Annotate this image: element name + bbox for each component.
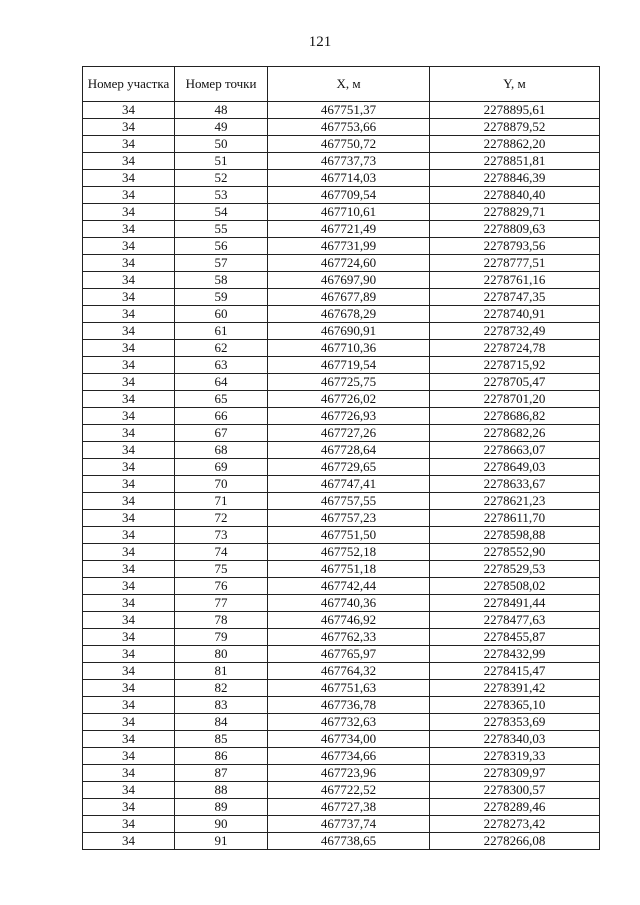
cell-plot-number: 34 <box>83 119 175 136</box>
cell-y-coordinate: 2278477,63 <box>430 612 600 629</box>
cell-x-coordinate: 467764,32 <box>268 663 430 680</box>
cell-plot-number: 34 <box>83 459 175 476</box>
cell-y-coordinate: 2278300,57 <box>430 782 600 799</box>
cell-y-coordinate: 2278289,46 <box>430 799 600 816</box>
table-row <box>83 663 600 680</box>
header-plot-number: Номер участка <box>83 67 175 102</box>
cell-plot-number: 34 <box>83 833 175 850</box>
table-row <box>83 153 600 170</box>
cell-point-number: 82 <box>175 680 268 697</box>
cell-y-coordinate: 2278851,81 <box>430 153 600 170</box>
table-row <box>83 102 600 119</box>
cell-y-coordinate: 2278391,42 <box>430 680 600 697</box>
cell-y-coordinate: 2278829,71 <box>430 204 600 221</box>
cell-y-coordinate: 2278432,99 <box>430 646 600 663</box>
cell-point-number: 69 <box>175 459 268 476</box>
cell-x-coordinate: 467724,60 <box>268 255 430 272</box>
cell-plot-number: 34 <box>83 510 175 527</box>
cell-plot-number: 34 <box>83 255 175 272</box>
cell-point-number: 77 <box>175 595 268 612</box>
cell-y-coordinate: 2278682,26 <box>430 425 600 442</box>
cell-plot-number: 34 <box>83 408 175 425</box>
cell-x-coordinate: 467677,89 <box>268 289 430 306</box>
cell-point-number: 79 <box>175 629 268 646</box>
cell-x-coordinate: 467732,63 <box>268 714 430 731</box>
cell-y-coordinate: 2278633,67 <box>430 476 600 493</box>
cell-y-coordinate: 2278649,03 <box>430 459 600 476</box>
cell-y-coordinate: 2278455,87 <box>430 629 600 646</box>
table-row <box>83 187 600 204</box>
cell-point-number: 87 <box>175 765 268 782</box>
cell-point-number: 65 <box>175 391 268 408</box>
cell-y-coordinate: 2278895,61 <box>430 102 600 119</box>
cell-point-number: 85 <box>175 731 268 748</box>
cell-y-coordinate: 2278309,97 <box>430 765 600 782</box>
cell-x-coordinate: 467765,97 <box>268 646 430 663</box>
cell-x-coordinate: 467721,49 <box>268 221 430 238</box>
cell-plot-number: 34 <box>83 476 175 493</box>
table-row <box>83 799 600 816</box>
cell-point-number: 80 <box>175 646 268 663</box>
table-row <box>83 493 600 510</box>
cell-x-coordinate: 467714,03 <box>268 170 430 187</box>
cell-point-number: 67 <box>175 425 268 442</box>
cell-y-coordinate: 2278340,03 <box>430 731 600 748</box>
cell-y-coordinate: 2278715,92 <box>430 357 600 374</box>
table-row <box>83 340 600 357</box>
header-x-coordinate: X, м <box>268 67 430 102</box>
cell-x-coordinate: 467731,99 <box>268 238 430 255</box>
cell-point-number: 88 <box>175 782 268 799</box>
table-row <box>83 731 600 748</box>
cell-point-number: 72 <box>175 510 268 527</box>
cell-plot-number: 34 <box>83 323 175 340</box>
cell-point-number: 53 <box>175 187 268 204</box>
table-row <box>83 442 600 459</box>
table-row <box>83 476 600 493</box>
cell-x-coordinate: 467751,37 <box>268 102 430 119</box>
cell-point-number: 57 <box>175 255 268 272</box>
cell-point-number: 62 <box>175 340 268 357</box>
cell-y-coordinate: 2278732,49 <box>430 323 600 340</box>
cell-plot-number: 34 <box>83 306 175 323</box>
table-row <box>83 119 600 136</box>
cell-x-coordinate: 467710,61 <box>268 204 430 221</box>
coordinates-table <box>82 66 600 850</box>
cell-plot-number: 34 <box>83 221 175 238</box>
header-y-coordinate: Y, м <box>430 67 600 102</box>
cell-x-coordinate: 467740,36 <box>268 595 430 612</box>
cell-y-coordinate: 2278529,53 <box>430 561 600 578</box>
cell-point-number: 91 <box>175 833 268 850</box>
cell-x-coordinate: 467751,50 <box>268 527 430 544</box>
cell-plot-number: 34 <box>83 680 175 697</box>
cell-point-number: 61 <box>175 323 268 340</box>
cell-x-coordinate: 467734,66 <box>268 748 430 765</box>
cell-y-coordinate: 2278508,02 <box>430 578 600 595</box>
cell-point-number: 64 <box>175 374 268 391</box>
table-row <box>83 408 600 425</box>
table-header-row <box>83 67 600 102</box>
table-row <box>83 289 600 306</box>
cell-x-coordinate: 467751,63 <box>268 680 430 697</box>
cell-point-number: 50 <box>175 136 268 153</box>
cell-y-coordinate: 2278777,51 <box>430 255 600 272</box>
cell-point-number: 71 <box>175 493 268 510</box>
cell-y-coordinate: 2278879,52 <box>430 119 600 136</box>
cell-plot-number: 34 <box>83 238 175 255</box>
cell-x-coordinate: 467719,54 <box>268 357 430 374</box>
cell-plot-number: 34 <box>83 646 175 663</box>
cell-x-coordinate: 467752,18 <box>268 544 430 561</box>
table-row <box>83 748 600 765</box>
cell-x-coordinate: 467736,78 <box>268 697 430 714</box>
cell-x-coordinate: 467734,00 <box>268 731 430 748</box>
cell-x-coordinate: 467737,73 <box>268 153 430 170</box>
cell-x-coordinate: 467742,44 <box>268 578 430 595</box>
cell-plot-number: 34 <box>83 527 175 544</box>
table-row <box>83 782 600 799</box>
cell-y-coordinate: 2278809,63 <box>430 221 600 238</box>
cell-point-number: 51 <box>175 153 268 170</box>
table-row <box>83 595 600 612</box>
cell-x-coordinate: 467710,36 <box>268 340 430 357</box>
cell-plot-number: 34 <box>83 544 175 561</box>
cell-x-coordinate: 467757,23 <box>268 510 430 527</box>
cell-y-coordinate: 2278686,82 <box>430 408 600 425</box>
cell-y-coordinate: 2278319,33 <box>430 748 600 765</box>
cell-plot-number: 34 <box>83 425 175 442</box>
table-row <box>83 510 600 527</box>
cell-plot-number: 34 <box>83 493 175 510</box>
cell-plot-number: 34 <box>83 663 175 680</box>
table-row <box>83 680 600 697</box>
cell-plot-number: 34 <box>83 204 175 221</box>
table-row <box>83 170 600 187</box>
table-row <box>83 578 600 595</box>
cell-plot-number: 34 <box>83 272 175 289</box>
cell-x-coordinate: 467738,65 <box>268 833 430 850</box>
cell-plot-number: 34 <box>83 442 175 459</box>
cell-point-number: 70 <box>175 476 268 493</box>
cell-y-coordinate: 2278611,70 <box>430 510 600 527</box>
cell-plot-number: 34 <box>83 289 175 306</box>
cell-point-number: 56 <box>175 238 268 255</box>
table-row <box>83 765 600 782</box>
cell-y-coordinate: 2278621,23 <box>430 493 600 510</box>
cell-point-number: 52 <box>175 170 268 187</box>
table-row <box>83 527 600 544</box>
cell-plot-number: 34 <box>83 391 175 408</box>
table-row <box>83 459 600 476</box>
cell-x-coordinate: 467709,54 <box>268 187 430 204</box>
cell-y-coordinate: 2278353,69 <box>430 714 600 731</box>
cell-plot-number: 34 <box>83 187 175 204</box>
cell-plot-number: 34 <box>83 799 175 816</box>
cell-x-coordinate: 467690,91 <box>268 323 430 340</box>
cell-plot-number: 34 <box>83 765 175 782</box>
cell-plot-number: 34 <box>83 748 175 765</box>
cell-x-coordinate: 467727,26 <box>268 425 430 442</box>
cell-y-coordinate: 2278266,08 <box>430 833 600 850</box>
cell-y-coordinate: 2278862,20 <box>430 136 600 153</box>
cell-y-coordinate: 2278415,47 <box>430 663 600 680</box>
cell-y-coordinate: 2278761,16 <box>430 272 600 289</box>
cell-plot-number: 34 <box>83 612 175 629</box>
cell-plot-number: 34 <box>83 340 175 357</box>
cell-x-coordinate: 467722,52 <box>268 782 430 799</box>
cell-y-coordinate: 2278663,07 <box>430 442 600 459</box>
cell-x-coordinate: 467727,38 <box>268 799 430 816</box>
table-row <box>83 816 600 833</box>
cell-x-coordinate: 467697,90 <box>268 272 430 289</box>
cell-point-number: 86 <box>175 748 268 765</box>
table-row <box>83 357 600 374</box>
cell-x-coordinate: 467750,72 <box>268 136 430 153</box>
cell-point-number: 76 <box>175 578 268 595</box>
cell-y-coordinate: 2278724,78 <box>430 340 600 357</box>
cell-y-coordinate: 2278552,90 <box>430 544 600 561</box>
cell-y-coordinate: 2278793,56 <box>430 238 600 255</box>
table-row <box>83 374 600 391</box>
cell-y-coordinate: 2278705,47 <box>430 374 600 391</box>
cell-plot-number: 34 <box>83 374 175 391</box>
cell-y-coordinate: 2278846,39 <box>430 170 600 187</box>
cell-point-number: 63 <box>175 357 268 374</box>
table-row <box>83 561 600 578</box>
cell-x-coordinate: 467725,75 <box>268 374 430 391</box>
cell-x-coordinate: 467726,02 <box>268 391 430 408</box>
header-point-number: Номер точки <box>175 67 268 102</box>
cell-point-number: 55 <box>175 221 268 238</box>
cell-y-coordinate: 2278701,20 <box>430 391 600 408</box>
cell-point-number: 68 <box>175 442 268 459</box>
cell-y-coordinate: 2278491,44 <box>430 595 600 612</box>
cell-y-coordinate: 2278365,10 <box>430 697 600 714</box>
cell-point-number: 74 <box>175 544 268 561</box>
cell-y-coordinate: 2278747,35 <box>430 289 600 306</box>
cell-y-coordinate: 2278740,91 <box>430 306 600 323</box>
table-row <box>83 646 600 663</box>
cell-x-coordinate: 467729,65 <box>268 459 430 476</box>
cell-plot-number: 34 <box>83 629 175 646</box>
table-row <box>83 697 600 714</box>
cell-x-coordinate: 467751,18 <box>268 561 430 578</box>
cell-y-coordinate: 2278273,42 <box>430 816 600 833</box>
cell-point-number: 48 <box>175 102 268 119</box>
table-row <box>83 306 600 323</box>
table-row <box>83 833 600 850</box>
cell-point-number: 59 <box>175 289 268 306</box>
cell-x-coordinate: 467726,93 <box>268 408 430 425</box>
table-row <box>83 272 600 289</box>
cell-point-number: 58 <box>175 272 268 289</box>
table-body <box>83 102 600 850</box>
cell-plot-number: 34 <box>83 714 175 731</box>
cell-point-number: 84 <box>175 714 268 731</box>
cell-point-number: 54 <box>175 204 268 221</box>
cell-plot-number: 34 <box>83 136 175 153</box>
cell-plot-number: 34 <box>83 816 175 833</box>
table-row <box>83 425 600 442</box>
cell-point-number: 78 <box>175 612 268 629</box>
table-row <box>83 136 600 153</box>
cell-plot-number: 34 <box>83 561 175 578</box>
table-row <box>83 323 600 340</box>
cell-point-number: 60 <box>175 306 268 323</box>
cell-x-coordinate: 467678,29 <box>268 306 430 323</box>
cell-point-number: 73 <box>175 527 268 544</box>
cell-plot-number: 34 <box>83 357 175 374</box>
table-row <box>83 391 600 408</box>
cell-plot-number: 34 <box>83 697 175 714</box>
table-row <box>83 544 600 561</box>
cell-x-coordinate: 467728,64 <box>268 442 430 459</box>
cell-x-coordinate: 467753,66 <box>268 119 430 136</box>
cell-y-coordinate: 2278598,88 <box>430 527 600 544</box>
table-row <box>83 629 600 646</box>
cell-x-coordinate: 467723,96 <box>268 765 430 782</box>
table-row <box>83 255 600 272</box>
cell-plot-number: 34 <box>83 153 175 170</box>
cell-x-coordinate: 467737,74 <box>268 816 430 833</box>
table-row <box>83 204 600 221</box>
table-row <box>83 221 600 238</box>
table-row <box>83 612 600 629</box>
cell-point-number: 66 <box>175 408 268 425</box>
cell-plot-number: 34 <box>83 170 175 187</box>
cell-plot-number: 34 <box>83 731 175 748</box>
table-row <box>83 238 600 255</box>
cell-x-coordinate: 467757,55 <box>268 493 430 510</box>
cell-plot-number: 34 <box>83 782 175 799</box>
cell-point-number: 89 <box>175 799 268 816</box>
cell-point-number: 81 <box>175 663 268 680</box>
table-row <box>83 714 600 731</box>
cell-point-number: 49 <box>175 119 268 136</box>
cell-plot-number: 34 <box>83 578 175 595</box>
cell-x-coordinate: 467746,92 <box>268 612 430 629</box>
cell-plot-number: 34 <box>83 595 175 612</box>
cell-y-coordinate: 2278840,40 <box>430 187 600 204</box>
cell-x-coordinate: 467747,41 <box>268 476 430 493</box>
cell-x-coordinate: 467762,33 <box>268 629 430 646</box>
cell-point-number: 75 <box>175 561 268 578</box>
cell-plot-number: 34 <box>83 102 175 119</box>
cell-point-number: 90 <box>175 816 268 833</box>
page-number: 121 <box>308 34 332 50</box>
cell-point-number: 83 <box>175 697 268 714</box>
